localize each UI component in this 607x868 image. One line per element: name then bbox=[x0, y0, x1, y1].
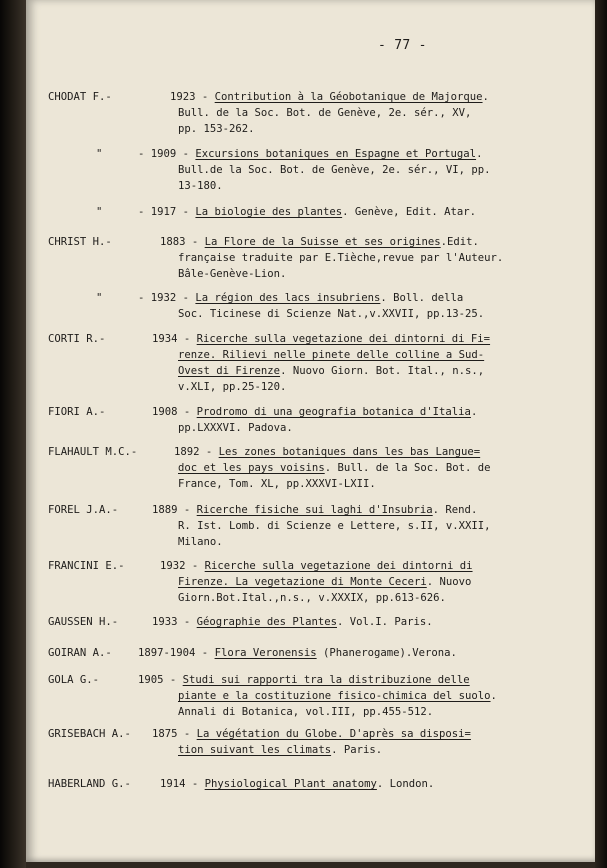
entry-title: Excursions botaniques en Espagne et Portugal bbox=[195, 148, 477, 160]
entry-line: 13-180. bbox=[178, 180, 223, 192]
entry-author: " bbox=[96, 206, 103, 218]
entry-title: Flora Veronensis bbox=[214, 647, 317, 659]
page-right-edge bbox=[595, 0, 607, 868]
entry-title-line: Ovest di Firenze bbox=[178, 365, 281, 377]
entry-year: 1923 - bbox=[170, 91, 209, 103]
entry-author: GOLA G.- bbox=[48, 674, 100, 686]
page-number: - 77 - bbox=[378, 38, 427, 53]
entry-year: - 1909 - bbox=[138, 148, 190, 160]
entry-after-title: . Boll. della bbox=[380, 292, 464, 304]
entry-first-line bbox=[160, 776, 434, 792]
entry-line: Annali di Botanica, vol.III, pp.455-512. bbox=[178, 706, 434, 718]
entry-first-line bbox=[152, 404, 477, 420]
entry-after-title: . Nuovo Giorn. Bot. Ital., n.s., bbox=[280, 365, 485, 377]
entry-title-line-wrap bbox=[178, 742, 382, 758]
entry-title: La végétation du Globe. D'après sa disposi= bbox=[196, 728, 471, 740]
entry-first-line bbox=[170, 89, 489, 105]
entry-first-line bbox=[138, 290, 463, 306]
entry-after-title: . bbox=[482, 91, 489, 103]
entry-after-title: (Phanerogame).Verona. bbox=[316, 647, 457, 659]
entry-after-title: . Vol.I. Paris. bbox=[337, 616, 433, 628]
entry-title-line-wrap bbox=[178, 574, 471, 590]
entry-after-title: .Edit. bbox=[440, 236, 479, 248]
entry-title: Studi sui rapporti tra la distribuzione delle bbox=[182, 674, 470, 686]
entry-after-title: . bbox=[476, 148, 483, 160]
entry-year: 1914 - bbox=[160, 778, 199, 790]
entry-author: " bbox=[96, 148, 103, 160]
entry-line: Milano. bbox=[178, 536, 223, 548]
entry-after-title: . Bull. de la Soc. Bot. de bbox=[324, 462, 491, 474]
entry-title: La biologie des plantes bbox=[195, 206, 343, 218]
entry-year: 1933 - bbox=[152, 616, 191, 628]
entry-title: Ricerche fisiche sui laghi d'Insubria bbox=[196, 504, 433, 516]
entry-year: 1875 - bbox=[152, 728, 191, 740]
entry-line: R. Ist. Lomb. di Scienze e Lettere, s.II, v.XXII, bbox=[178, 520, 491, 532]
entry-first-line bbox=[152, 726, 471, 742]
entry-line: Giorn.Bot.Ital.,n.s., v.XXXIX, pp.613-626. bbox=[178, 592, 446, 604]
entry-line: Soc. Ticinese di Scienze Nat.,v.XXVII, pp.13-25. bbox=[178, 308, 485, 320]
entry-after-title: . bbox=[470, 406, 478, 418]
entry-after-title: . Genève, Edit. Atar. bbox=[342, 206, 477, 218]
entry-first-line bbox=[138, 204, 476, 220]
entry-author: CHODAT F.- bbox=[48, 91, 112, 103]
entry-first-line bbox=[138, 645, 457, 661]
entry-year: - 1917 - bbox=[138, 206, 190, 218]
entry-author: FOREL J.A.- bbox=[48, 504, 119, 516]
entry-title: Prodromo di una geografia botanica d'Italia bbox=[196, 406, 471, 418]
entry-title-line-wrap bbox=[178, 688, 497, 704]
entry-title: Physiological Plant anatomy bbox=[204, 778, 377, 790]
entry-line: v.XLI, pp.25-120. bbox=[178, 381, 287, 393]
entry-year: 1892 - bbox=[174, 446, 213, 458]
entry-line: Bull. de la Soc. Bot. de Genève, 2e. sér., XV, bbox=[178, 107, 472, 119]
entry-after-title: . bbox=[490, 690, 497, 702]
entry-title: Géographie des Plantes bbox=[196, 616, 337, 628]
entry-first-line bbox=[138, 672, 470, 688]
entry-year: - 1932 - bbox=[138, 292, 190, 304]
entry-line: Bâle-Genève-Lion. bbox=[178, 268, 287, 280]
entry-after-title: . London. bbox=[376, 778, 435, 790]
entry-first-line bbox=[152, 502, 477, 518]
book-spine bbox=[0, 0, 26, 868]
page-bottom-edge bbox=[26, 862, 595, 868]
entry-after-title: . Nuovo bbox=[426, 576, 472, 588]
entry-author: GOIRAN A.- bbox=[48, 647, 112, 659]
entry-author: CHRIST H.- bbox=[48, 236, 112, 248]
entry-first-line bbox=[152, 331, 490, 347]
entry-first-line bbox=[160, 558, 473, 574]
entry-title-line-wrap bbox=[178, 460, 491, 476]
entry-year: 1908 - bbox=[152, 406, 191, 418]
entry-title-line: tion suivant les climats bbox=[178, 744, 332, 756]
entry-first-line bbox=[160, 234, 479, 250]
entry-author: GAUSSEN H.- bbox=[48, 616, 119, 628]
entry-title-line: Firenze. La vegetazione di Monte Ceceri bbox=[178, 576, 427, 588]
entry-line: pp.LXXXVI. Padova. bbox=[178, 422, 293, 434]
entry-line: pp. 153-262. bbox=[178, 123, 255, 135]
entry-author: " bbox=[96, 292, 103, 304]
entry-line: française traduite par E.Tièche,revue par l'Auteur. bbox=[178, 252, 504, 264]
entry-line: Bull.de la Soc. Bot. de Genève, 2e. sér., VI, pp. bbox=[178, 164, 491, 176]
entry-line: France, Tom. XL, pp.XXXVI-LXII. bbox=[178, 478, 376, 490]
entry-first-line bbox=[174, 444, 480, 460]
entry-author: HABERLAND G.- bbox=[48, 778, 131, 790]
entry-author: FRANCINI E.- bbox=[48, 560, 125, 572]
entry-author: GRISEBACH A.- bbox=[48, 728, 131, 740]
entry-title: La Flore de la Suisse et ses origines bbox=[204, 236, 441, 248]
entry-title-line: doc et les pays voisins bbox=[178, 462, 325, 474]
entry-title: Ricerche sulla vegetazione dei dintorni di Fi= bbox=[196, 333, 491, 345]
entry-year: 1934 - bbox=[152, 333, 191, 345]
entry-title-line: piante e la costituzione fisico-chimica del suolo bbox=[178, 690, 491, 702]
entry-author: FIORI A.- bbox=[48, 406, 106, 418]
entry-title-line: renze. Rilievi nelle pinete delle colline a Sud- bbox=[178, 349, 485, 361]
entry-after-title: . Rend. bbox=[432, 504, 478, 516]
entry-year: 1889 - bbox=[152, 504, 191, 516]
entry-year: 1932 - bbox=[160, 560, 199, 572]
entry-year: 1905 - bbox=[138, 674, 177, 686]
entry-title-line-wrap bbox=[178, 363, 484, 379]
entry-title: Les zones botaniques dans les bas Langue= bbox=[218, 446, 481, 458]
entry-title: Contribution à la Géobotanique de Majorque bbox=[214, 91, 483, 103]
entry-first-line bbox=[138, 146, 482, 162]
entry-after-title: . Paris. bbox=[331, 744, 383, 756]
document-page bbox=[26, 0, 595, 862]
entry-author: CORTI R.- bbox=[48, 333, 106, 345]
entry-title: Ricerche sulla vegetazione dei dintorni di bbox=[204, 560, 473, 572]
entry-year: 1897-1904 - bbox=[138, 647, 209, 659]
entry-year: 1883 - bbox=[160, 236, 199, 248]
entry-author: FLAHAULT M.C.- bbox=[48, 446, 138, 458]
entry-first-line bbox=[152, 614, 433, 630]
entry-title: La région des lacs insubriens bbox=[195, 292, 381, 304]
